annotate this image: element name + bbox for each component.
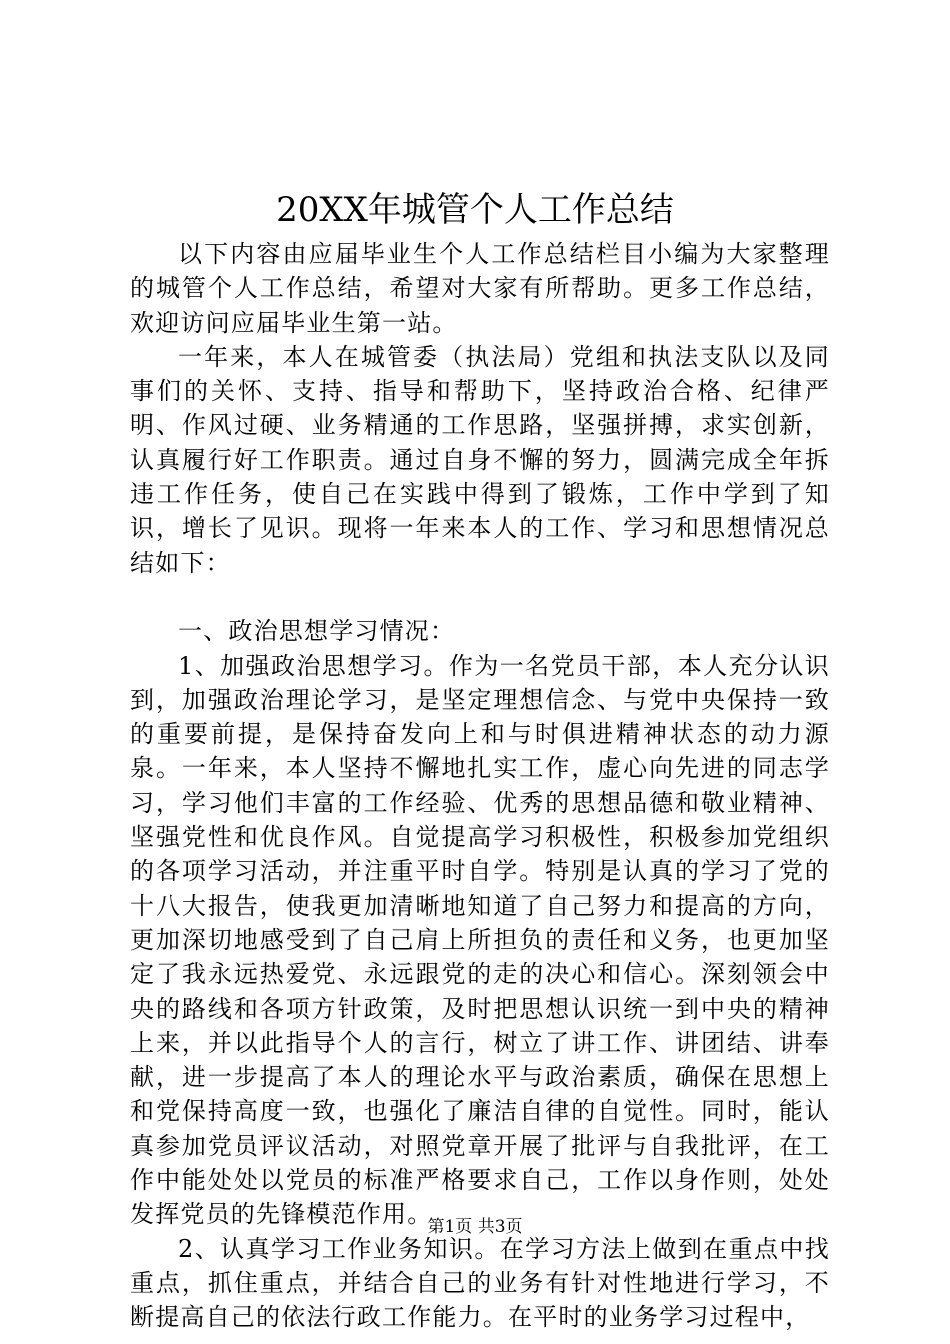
page-number-footer: 第1页 共3页	[427, 1217, 523, 1237]
paragraph-spacer	[130, 580, 830, 614]
paragraph-business-study: 2、认真学习工作业务知识。在学习方法上做到在重点中找重点，抓住重点，并结合自己的业务有针对性地进行学习，不断提高自己的依法行政工作能力。在平时的业务学习过程中，	[130, 1234, 830, 1332]
paragraph-political-study: 1、加强政治思想学习。作为一名党员干部，本人充分认识到，加强政治理论学习，是坚定理想信念、与党中央保持一致的重要前提，是保持奋发向上和与时俱进精神状态的动力源泉。一年来，本人坚持不懈地扎实工作，虚心向先进的同志学习，学习他们丰富的工作经验、优秀的思想品德和敬业精神、坚强党性和优良作风。自觉提高学习积极性，积极参加党组织的各项学习活动，并注重平时自学。特别是认真的学习了党的十八大报告，使我更加清晰地知道了自己努力和提高的方向，更加深切地感受到了自己肩上所担负的责任和义务，也更加坚定了我永远热爱党、永远跟党的走的决心和信心。深刻领会中央的路线和各项方针政策，及时把思想认识统一到中央的精神上来，并以此指导个人的言行，树立了讲工作、讲团结、讲奉献，进一步提高了本人的理论水平与政治素质，确保在思想上和党保持高度一致，也强化了廉洁自律的自觉性。同时，能认真参加党员评议活动，对照党章开展了批评与自我批评，在工作中能处处以党员的标准严格要求自己，工作以身作则，处处发挥党员的先锋模范作用。	[130, 651, 830, 1229]
paragraph-intro: 以下内容由应届毕业生个人工作总结栏目小编为大家整理的城管个人工作总结，希望对大家有所帮助。更多工作总结，欢迎访问应届毕业生第一站。	[130, 240, 830, 337]
section-heading-political-study: 一、政治思想学习情况：	[178, 617, 456, 646]
paragraph-overview: 一年来，本人在城管委（执法局）党组和执法支队以及同事们的关怀、支持、指导和帮助下，坚持政治合格、纪律严明、作风过硬、业务精通的工作思路，坚强拼搏，求实创新，认真履行好工作职责。通过自身不懈的努力，圆满完成全年拆违工作任务，使自己在实践中得到了锻炼，工作中学到了知识，增长了见识。现将一年来本人的工作、学习和思想情况总结如下：	[130, 342, 830, 577]
document-body	[130, 237, 830, 1335]
document-title: 20XX年城管个人工作总结	[276, 190, 674, 230]
